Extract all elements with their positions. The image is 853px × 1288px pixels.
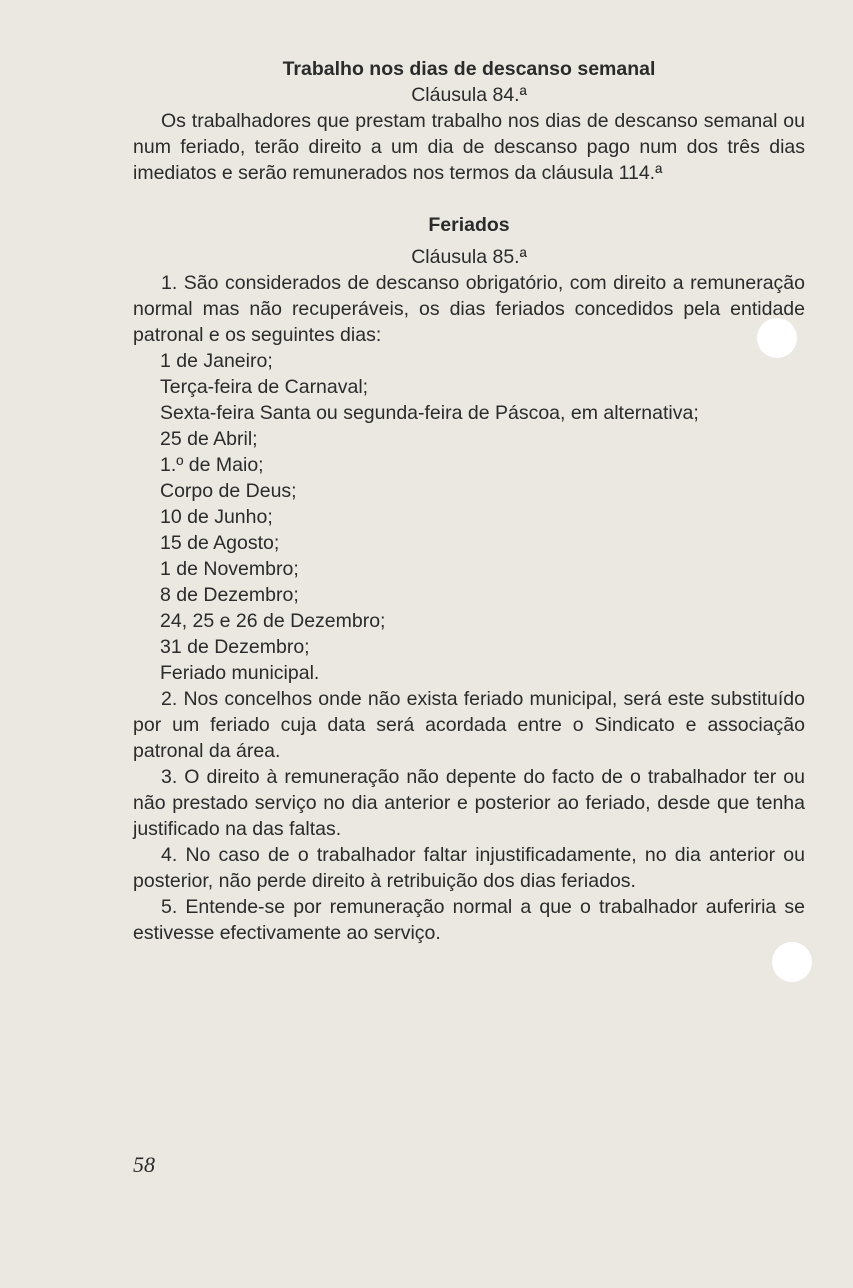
page-number: 58	[133, 1152, 155, 1177]
list-item: Feriado municipal.	[160, 662, 320, 684]
clause-85-paragraph-1: 1. São considerados de descanso obrigatório, com direito a remuneração normal mas não recuperáveis, os dias feriados concedidos pela entidade patronal e os seguintes dias:	[133, 272, 805, 346]
punch-hole	[772, 942, 812, 982]
clause-85-paragraph-3: 3. O direito à remuneração não depente do facto de o trabalhador ter ou não prestado serviço no dia anterior e posterior ao feriado, desde que tenha justificado na das faltas.	[133, 766, 805, 840]
list-item: 8 de Dezembro;	[160, 584, 299, 606]
list-item: 10 de Junho;	[160, 506, 273, 528]
clause-heading: Cláusula 85.ª	[411, 246, 527, 268]
section-title: Feriados	[428, 214, 510, 236]
section-title: Trabalho nos dias de descanso semanal	[282, 58, 656, 80]
list-item: 1 de Janeiro;	[160, 350, 273, 372]
list-item: 1.º de Maio;	[160, 454, 264, 476]
list-item: Terça-feira de Carnaval;	[160, 376, 369, 398]
holiday-list	[133, 348, 805, 686]
clause-85-paragraph-2: 2. Nos concelhos onde não exista feriado municipal, será este substituído por um feriado cuja data será acordada entre o Sindicato e associação patronal da área.	[133, 688, 805, 762]
clause-85-paragraph-5: 5. Entende-se por remuneração normal a que o trabalhador auferiria se estivesse efectivamente ao serviço.	[133, 896, 805, 944]
list-item: 24, 25 e 26 de Dezembro;	[160, 610, 386, 632]
clause-heading: Cláusula 84.ª	[411, 84, 527, 106]
clause-84-paragraph: Os trabalhadores que prestam trabalho nos dias de descanso semanal ou num feriado, terão direito a um dia de descanso pago num dos três dias imediatos e serão remunerados nos termos da cláusula 114.ª	[133, 110, 805, 184]
list-item: Sexta-feira Santa ou segunda-feira de Páscoa, em alternativa;	[160, 402, 699, 424]
list-item: 31 de Dezembro;	[160, 636, 310, 658]
list-item: 25 de Abril;	[160, 428, 258, 450]
list-item: Corpo de Deus;	[160, 480, 297, 502]
list-item: 15 de Agosto;	[160, 532, 280, 554]
clause-85-paragraph-4: 4. No caso de o trabalhador faltar injustificadamente, no dia anterior ou posterior, não perde direito à retribuição dos dias feriados.	[133, 844, 805, 892]
list-item: 1 de Novembro;	[160, 558, 299, 580]
page-text	[133, 56, 805, 946]
